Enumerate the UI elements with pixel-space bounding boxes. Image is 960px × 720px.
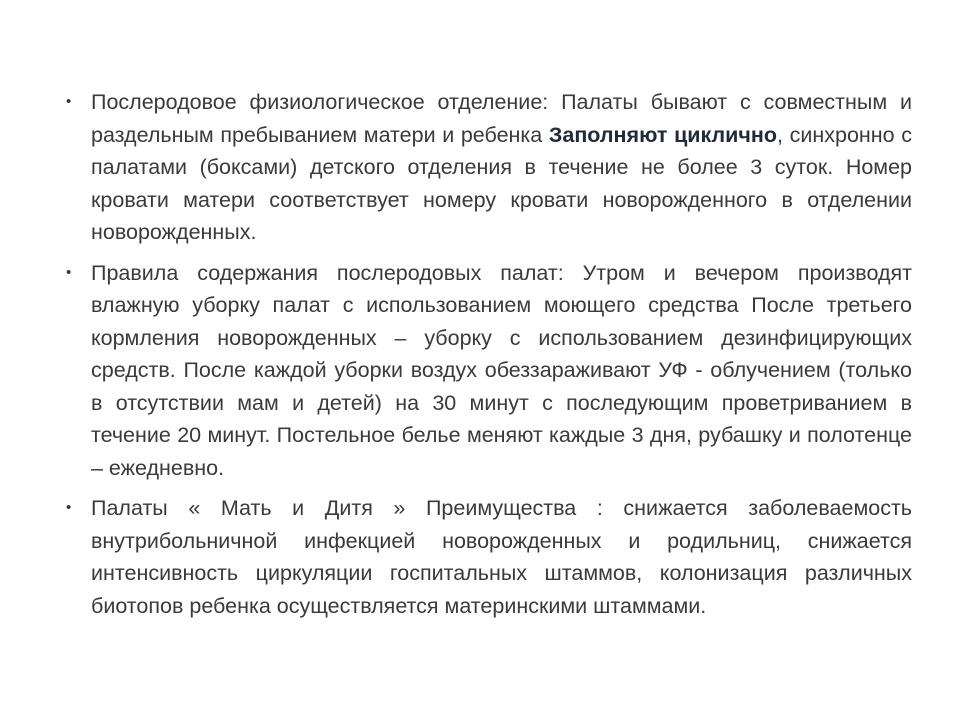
bullet-text: Палаты « Мать и Дитя » Преимущества : снижается заболеваемость внутрибольничной инфекцией новорожденных и родильниц, снижается интенсивность циркуляции госпитальных штаммов, колонизация различных биотопов ребенка осуществляется материнскими штаммами. (91, 496, 912, 618)
bullet-icon: • (66, 263, 72, 281)
bullet-item-room-rules (66, 257, 912, 485)
bullet-text-start: Послеродовое физиологическое отделение: Палаты бывают с совместным и раздельным пребыванием матери и ребенка (91, 90, 912, 147)
bullet-icon: • (66, 93, 72, 110)
bullet-text: Правила содержания послеродовых палат: Утром и вечером производят влажную уборку палат с использованием моющего средства После третьего кормления новорожденных – уборку с использованием дезинфицирующих средств. После каждой уборки воздух обеззараживают УФ - облучением (только в отсутствии мам и детей) на 30 минут с последующим проветриванием в течение 20 минут. Постельное белье меняют каждые 3 дня, рубашку и полотенце – ежедневно. (91, 260, 912, 480)
bullet-text-bold: Заполняют циклично (548, 122, 778, 147)
bullet-item-maternity-ward (66, 86, 912, 249)
bullet-list (66, 86, 912, 630)
bullet-item-mother-child-rooms (66, 492, 912, 622)
bullet-text-end: , синхронно с палатами (боксами) детского отделения в течение не более 3 суток. Номер кровати матери соответствует номеру кровати новорожденного в отделении новорожденных. (91, 122, 912, 244)
bullet-icon: • (66, 499, 72, 516)
